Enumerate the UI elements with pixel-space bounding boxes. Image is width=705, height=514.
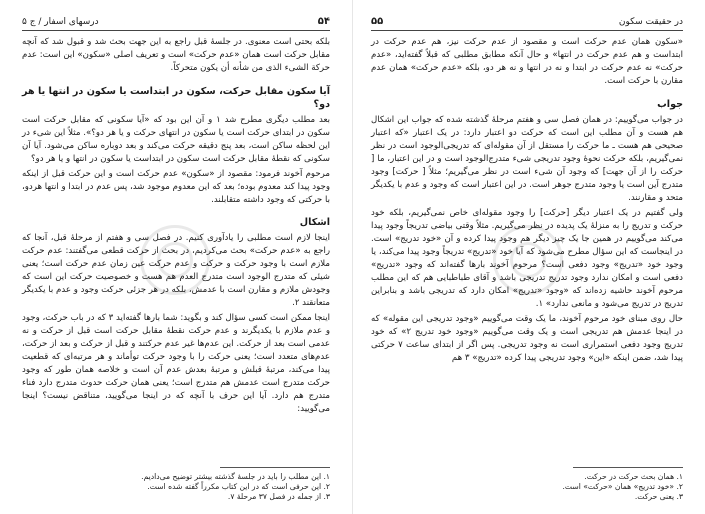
left-paragraph-2: مرحوم آخوند فرمود: مقصود از «سکون» عدم حرکت است و این حرکت قبل از اینکه وجود پیدا کند معدوم بوده؛ بعد که این معدوم موجود شد، پس عدم در ابتدا و انتها هردو، با حرکتی که وجود داشته متقابلند. <box>22 169 330 205</box>
left-subheading: اشکال <box>299 217 330 228</box>
left-running-title: درسهای اسفار / ج ۵ <box>22 17 99 27</box>
left-footnotes <box>22 467 330 502</box>
left-page-header <box>22 10 330 31</box>
left-section-heading: آیا سکون مقابل حرکت، سکون در ابتداست یا سکون در انتها یا هر دو؟ <box>22 86 330 110</box>
left-paragraph-1: بعد مطلب دیگری مطرح شد ۱ و آن این بود که «آیا سکونی که مقابل حرکت است سکون در ابتدای حرکت است یا سکون در انتهای حرکت و یا هر دو؟». مثلاً این شیء در این لحظه ساکن است، بعد پنج دقیقه حرکت می‌کند و بعد دوباره ساکن می‌شود. آیا آن سکونی که نقطهٔ مقابل حرکت است سکون در ابتداست یا سکون در انتها و یا هر دو؟ <box>22 115 331 164</box>
left-paragraph-4: اینجا ممکن است کسی سؤال کند و بگوید: شما بارها گفته‌اید ۳ که در باب حرکت، وجود و عدم ملازم با یکدیگرند و عدم حرکت نقطهٔ مقابل حرکت است قبل از حرکت و نه عدمی است بعد از حرکت. این عدم‌ها غیر عدم حرکتند و قبل از حرکت و بعد از حرکت، عدم‌های متعدد است؛ یعنی حرکت را با وجود حرکت توأماند و هر مرتبه‌ای که قطعیت پیدا می‌کند، مرتبهٔ قبلش و مرتبهٔ بعدش عدم آن است و خلاصه همان طور که وجود حرکت متدرج است عدمش هم متدرج است؛ یعنی همان حرکت حدوث متدرج دارد فناء متدرج هم دارد. آیا این حرف با آنچه که در اینجا می‌گویید، متناقض نیست؟ اینجا می‌گویید: <box>22 313 330 414</box>
footnote-rule <box>220 467 330 468</box>
right-paragraph-2: ولی گفتیم در یک اعتبار دیگر [حرکت] را وجود مقوله‌ای خاص نمی‌گیریم، بلکه خود حرکت و تدریج را به منزلهٔ یک پدیده در نظر می‌گیریم. مثلاً وقتی بیاضی تدریجاً وجود پیدا می‌کند می‌گوییم در همین جا یک چیز دیگر هم وجود پیدا کرده و آن «خود تدریج» است. در اینجاست که این سؤال مطرح می‌شود که آیا خود «تدریج» تدریجاً وجود پیدا می‌کند، یا وجود خود «تدریج» وجود دفعی است؟ مرحوم آخوند بارها گفته‌اند که وجود «تدریج» دفعی است و امکان ندارد وجود تدریج تدریجی باشد و آقای طباطبایی هم که این مطلب مرحوم آخوند حاشیه زده‌اند که «وجود «تدریج» امکان دارد که تدریجی باشد و بنابراین تدریج در تدریج می‌شود و مانعی ندارد» ۱. <box>371 208 683 309</box>
footnote: ۳. از جمله در فصل ۳۷ مرحلهٔ ۷. <box>227 492 330 501</box>
right-page <box>353 0 705 514</box>
left-page <box>0 0 352 514</box>
right-intro-paragraph: «سکون همان عدم حرکت است و مقصود از عدم حرکت نیز، هم عدم حرکت در ابتداست و هم عدم حرکت در انتها» و حال آنکه مطابق مطلبی که قبلاً گفته‌اید، «عدم حرکت» نه عدم حرکت در ابتدا و نه در انتها و نه هر دو، بلکه «عدم حرکت» همان عدم مقارن با حرکت است. <box>371 37 683 86</box>
footnote-rule <box>573 467 683 468</box>
footnote: ۱. همان بحث حرکت در حرکت. <box>584 472 683 481</box>
left-paragraph-3: اینجا لازم است مطلبی را یادآوری کنیم. در فصل سی و هفتم از مرحلهٔ قبل، آنجا که راجع به «عدم حرکت» بحث می‌کردیم، در بحث از حرکت قطعی می‌گفتند: عدم حرکت ملازم است با وجود حرکت و حرکت و عدم حرکت عین زمان عدم حرکت است؛ یعنی شیئی که متدرج الوجود است متدرج العدم هم هست و خصوصیت حرکت این است که وجودش ملازم و مقارن است با عدمش، بلکه در هر جزئی حرکت وجود و عدم با یکدیگر متعانقند ۲. <box>22 233 330 308</box>
right-page-number: ۵۵ <box>371 16 384 27</box>
left-page-body <box>22 36 330 418</box>
left-page-number: ۵۴ <box>317 16 330 27</box>
right-footnotes <box>371 467 683 502</box>
footnote: ۲. این حرفی است که در این کتاب مکرراً گفته شده است. <box>147 482 330 491</box>
left-intro-paragraph: بلکه بحتی است معنوی. در جلسهٔ قبل راجع به این جهت بحث شد و قبول شد که آنچه مقابل حرکت است همان «عدم حرکت» است و تعریف اصلی «سکون» این است: عدم حرکة الشیء الذی من شأنه أن یکون متحرکاً. <box>22 37 330 73</box>
right-page-body <box>371 36 683 367</box>
right-section-heading: جواب <box>657 99 683 110</box>
right-page-header <box>371 10 683 31</box>
right-paragraph-1: در جواب می‌گوییم: در همان فصل سی و هفتم مرحلهٔ گذشته شده که جواب این اشکال هم هست و آن مطلب این است که حرکت دو اعتبار دارد: در یک اعتبار «که اعتبار صحیحی هم هست ـ ما حرکت را مستقل از آن مقوله‌ای که تدریجی‌الوجود است در نظر نمی‌گیریم، بلکه حرکت نحوهٔ وجود تدریجی شیء متدرج‌الوجود است و در این اعتبار، ما [ حرکت را از آن جهت] که وجود آن شیء است در نظر می‌گیریم؛ مثلاً [ حرکت] وجود متدرج آین است یا وجود متدرج جوهر است. در این اعتبار است که وجود و عدم با یکدیگر متحد و مقارنند. <box>371 115 683 203</box>
right-running-title: در حقیقت سکون <box>618 17 683 27</box>
footnote: ۳. یعنی حرکت. <box>634 492 683 501</box>
footnote: ۲. «خود تدریج» همان «حرکت» است. <box>562 482 683 491</box>
footnote: ۱. این مطلب را باید در جلسهٔ گذشته بیشتر توضیح می‌دادیم. <box>141 472 330 481</box>
right-paragraph-3: حال روی مبنای خود مرحوم آخوند، ما یک وقت می‌گوییم «وجود تدریجی این مقوله» که در اینجا عدمش هم تدریجی است و یک وقت می‌گوییم «وجود خود تدریج ۲» که خود تدریج وجود دفعی استمراری است نه وجود تدریجی. پس اگر از ابتدای ساعت ۷ حرکتی پیدا شد، ضمن اینکه «این» وجود تدریجی پیدا کرده «تدریج» ۳ هم <box>371 314 683 363</box>
